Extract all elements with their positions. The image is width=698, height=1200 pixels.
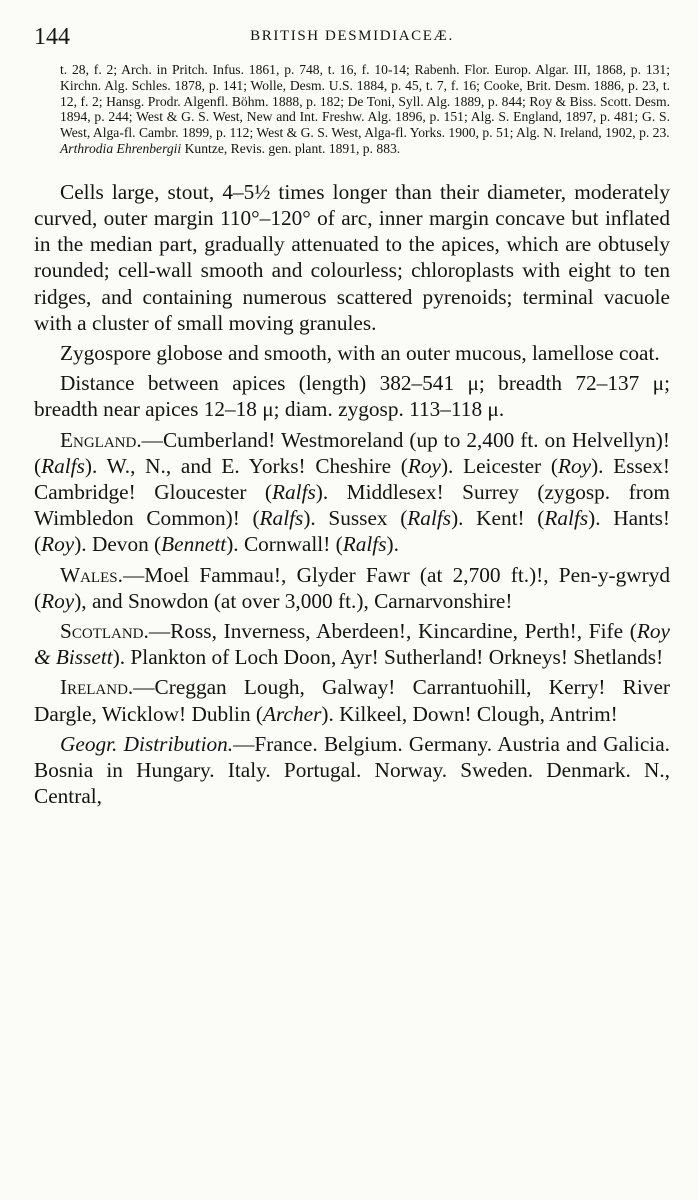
dimensions: Distance between apices (length) 382–541 μ; breadth 72–137 μ; breadth near apices 12–18 μ; diam. zygosp. 113–118 μ. <box>34 371 670 422</box>
wales-text: ), and Snowdon (at over 3,000 ft.), Carnarvonshire! <box>74 588 513 613</box>
reference-list: t. 28, f. 2; Arch. in Pritch. Infus. 1861, p. 748, t. 16, f. 10-14; Rabenh. Flor. Europ. Algar. III, 1868, p. 131; Kirchn. Alg. Schles. 1878, p. 141; Wolle, Desm. U.S. 1884, p. 45, t. 7, f. 16; Cooke, Brit. Desm. 1886, p. 23, t. 12, f. 2; Hansg. Prodr. Algenfl. Böhm. 1888, p. 182; De Toni, Syll. Alg. 1889, p. 844; Roy & Biss. Scott. Desm. 1894, p. 244; West & G. S. West, New and Int. Freshw. Alg. 1896, p. 151; Alg. S. England, 1897, p. 481; G. S. West, Alga-fl. Cambr. 1899, p. 112; West & G. S. West, Alga-fl. Yorks. 1900, p. 51; Alg. N. Ireland, 1902, p. 23. <box>60 62 670 141</box>
ireland-text: ). Kilkeel, Down! Clough, Antrim! <box>321 701 618 726</box>
collector: Ralfs <box>342 532 387 557</box>
collector: Roy <box>41 532 75 557</box>
region-label-wales: Wales. <box>60 562 123 587</box>
synonym-line <box>60 141 670 157</box>
geogr-text: —France. Belgium. Germany. Austria and Galicia. Bosnia in Hungary. Italy. Portugal. Norway. Sweden. Denmark. N., Central, <box>34 731 671 809</box>
distribution-wales <box>34 562 670 614</box>
page-header <box>34 18 670 48</box>
page-number: 144 <box>34 24 70 50</box>
collector: Roy <box>557 453 592 478</box>
collector: Bennett <box>161 532 227 557</box>
collector: Ralfs <box>41 453 85 478</box>
distribution-ireland <box>34 674 670 726</box>
england-text: ). Cornwall! ( <box>226 532 343 557</box>
england-text: ). Devon ( <box>74 532 162 557</box>
geogr-label: Geogr. Distribution. <box>60 731 234 756</box>
zygospore-description: Zygospore globose and smooth, with an outer mucous, lamellose coat. <box>60 341 660 365</box>
england-text: ). Hants! ( <box>34 506 670 557</box>
scotland-text: —Ross, Inverness, Aberdeen!, Kincardine, Perth!, Fife ( <box>148 619 637 644</box>
synonym-name: Arthrodia Ehrenbergii <box>60 140 182 156</box>
england-text: ). Middlesex! Surrey (zygosp. from Wimbledon Common)! ( <box>34 480 670 531</box>
running-head: BRITISH DESMIDIACEÆ. <box>250 28 454 44</box>
england-text: ). Essex! Cambridge! Gloucester ( <box>34 453 670 505</box>
region-label-scotland: Scotland. <box>60 619 149 644</box>
collector: Ralfs <box>259 506 304 531</box>
cell-description: Cells large, stout, 4–5½ times longer than their diameter, moderately curved, outer margin 110°–120° of arc, inner margin concave but inflated in the median part, gradually attenuated to the apices, which are obtusely rounded; cell-wall smooth and colourless; chloroplasts with eight to ten ridges, and containing numerous scattered pyrenoids; terminal vacuole with a cluster of small moving granules. <box>34 179 670 335</box>
ireland-text: —Creggan Lough, Galway! Carrantuohill, Kerry! River Dargle, Wicklow! Dublin ( <box>34 675 670 726</box>
collector: Ralfs <box>272 480 316 505</box>
collector: Ralfs <box>544 506 589 531</box>
collector: Roy & Bissett <box>34 619 670 670</box>
scotland-text: ). Plankton of Loch Doon, Ayr! Sutherland! Orkneys! Shetlands! <box>112 645 664 670</box>
england-text: —Cumberland! Westmoreland (up to 2,400 ft. on Helvellyn)! ( <box>34 427 670 478</box>
wales-text: —Moel Fammau!, Glyder Fawr (at 2,700 ft.)!, Pen-y-gwryd ( <box>34 562 670 613</box>
region-label-england: England. <box>60 427 142 452</box>
distribution-england <box>34 427 670 558</box>
england-text: ). <box>386 532 399 557</box>
collector: Roy <box>41 588 75 613</box>
collector: Archer <box>263 701 322 726</box>
england-text: ). Leicester ( <box>440 453 558 478</box>
bibliographic-references <box>60 62 670 157</box>
synonym-reference: Kuntze, Revis. gen. plant. 1891, p. 883. <box>181 140 401 156</box>
collector: Ralfs <box>407 506 452 531</box>
geographic-distribution <box>34 731 670 810</box>
england-text: ). Sussex ( <box>303 506 408 531</box>
collector: Roy <box>407 453 441 478</box>
species-description <box>34 179 670 810</box>
region-label-ireland: Ireland. <box>60 675 134 700</box>
england-text: ). W., N., and E. Yorks! Cheshire ( <box>84 453 408 478</box>
distribution-scotland <box>34 618 670 670</box>
england-text: ). Kent! ( <box>451 506 545 531</box>
